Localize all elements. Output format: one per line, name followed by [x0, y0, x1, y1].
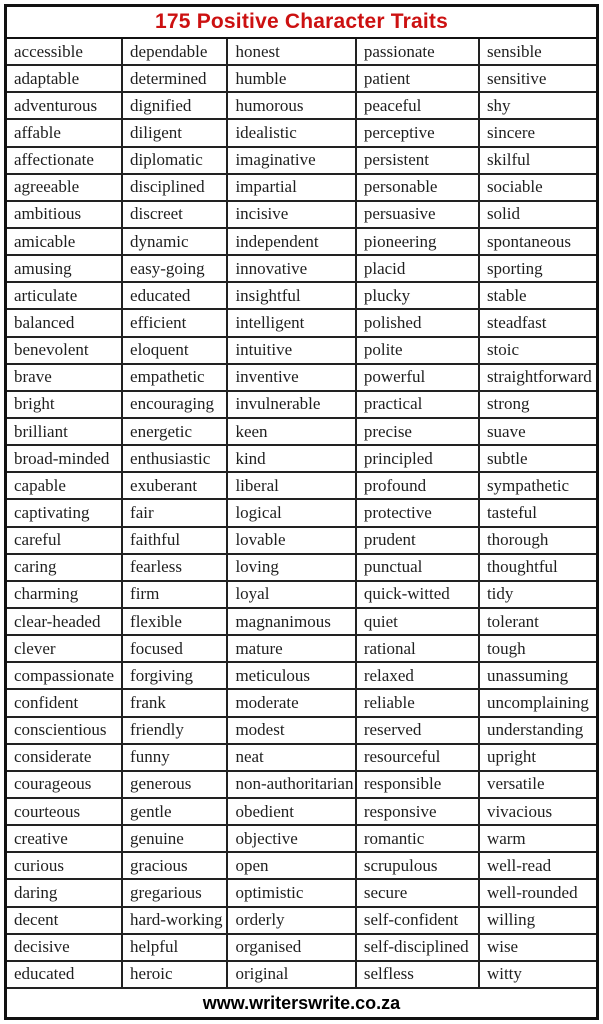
trait-cell: genuine [123, 826, 228, 853]
trait-cell: inventive [228, 365, 356, 392]
trait-cell: obedient [228, 799, 356, 826]
trait-cell: dignified [123, 93, 228, 120]
trait-cell: polished [357, 310, 480, 337]
trait-cell: accessible [7, 39, 123, 66]
trait-cell: orderly [228, 908, 356, 935]
trait-cell: enthusiastic [123, 446, 228, 473]
trait-cell: thorough [480, 528, 596, 555]
trait-cell: loving [228, 555, 356, 582]
trait-cell: tasteful [480, 500, 596, 527]
trait-cell: invulnerable [228, 392, 356, 419]
trait-cell: magnanimous [228, 609, 356, 636]
trait-cell: fearless [123, 555, 228, 582]
trait-cell: organised [228, 935, 356, 962]
trait-cell: plucky [357, 283, 480, 310]
traits-grid [7, 39, 596, 989]
trait-cell: idealistic [228, 120, 356, 147]
trait-cell: selfless [357, 962, 480, 989]
trait-cell: careful [7, 528, 123, 555]
trait-cell: focused [123, 636, 228, 663]
trait-cell: imaginative [228, 148, 356, 175]
trait-cell: romantic [357, 826, 480, 853]
trait-cell: affectionate [7, 148, 123, 175]
trait-cell: conscientious [7, 718, 123, 745]
trait-cell: diligent [123, 120, 228, 147]
trait-cell: firm [123, 582, 228, 609]
trait-cell: sensible [480, 39, 596, 66]
trait-cell: reliable [357, 690, 480, 717]
trait-cell: uncomplaining [480, 690, 596, 717]
trait-cell: powerful [357, 365, 480, 392]
trait-cell: benevolent [7, 338, 123, 365]
traits-table [4, 4, 599, 1020]
trait-cell: precise [357, 419, 480, 446]
trait-cell: gracious [123, 853, 228, 880]
trait-cell: tough [480, 636, 596, 663]
trait-cell: determined [123, 66, 228, 93]
trait-cell: modest [228, 718, 356, 745]
trait-cell: well-rounded [480, 880, 596, 907]
trait-cell: forgiving [123, 663, 228, 690]
trait-cell: empathetic [123, 365, 228, 392]
trait-cell: persuasive [357, 202, 480, 229]
trait-cell: encouraging [123, 392, 228, 419]
trait-cell: daring [7, 880, 123, 907]
trait-cell: confident [7, 690, 123, 717]
trait-cell: clear-headed [7, 609, 123, 636]
trait-cell: decent [7, 908, 123, 935]
trait-cell: curious [7, 853, 123, 880]
trait-cell: agreeable [7, 175, 123, 202]
trait-cell: diplomatic [123, 148, 228, 175]
trait-cell: perceptive [357, 120, 480, 147]
trait-cell: non-authoritarian [228, 772, 356, 799]
trait-cell: intuitive [228, 338, 356, 365]
trait-cell: discreet [123, 202, 228, 229]
trait-cell: well-read [480, 853, 596, 880]
trait-cell: tidy [480, 582, 596, 609]
trait-cell: polite [357, 338, 480, 365]
trait-cell: captivating [7, 500, 123, 527]
trait-cell: honest [228, 39, 356, 66]
trait-cell: thoughtful [480, 555, 596, 582]
trait-cell: tolerant [480, 609, 596, 636]
trait-cell: faithful [123, 528, 228, 555]
trait-cell: subtle [480, 446, 596, 473]
trait-cell: meticulous [228, 663, 356, 690]
trait-cell: frank [123, 690, 228, 717]
trait-cell: friendly [123, 718, 228, 745]
trait-cell: incisive [228, 202, 356, 229]
trait-cell: considerate [7, 745, 123, 772]
trait-cell: prudent [357, 528, 480, 555]
trait-cell: open [228, 853, 356, 880]
trait-cell: objective [228, 826, 356, 853]
trait-cell: straightforward [480, 365, 596, 392]
trait-cell: capable [7, 473, 123, 500]
trait-cell: upright [480, 745, 596, 772]
trait-cell: mature [228, 636, 356, 663]
trait-cell: educated [7, 962, 123, 989]
trait-cell: witty [480, 962, 596, 989]
trait-cell: heroic [123, 962, 228, 989]
trait-cell: broad-minded [7, 446, 123, 473]
trait-cell: impartial [228, 175, 356, 202]
trait-cell: liberal [228, 473, 356, 500]
trait-cell: adaptable [7, 66, 123, 93]
trait-cell: responsive [357, 799, 480, 826]
trait-cell: protective [357, 500, 480, 527]
trait-cell: ambitious [7, 202, 123, 229]
trait-cell: keen [228, 419, 356, 446]
trait-cell: pioneering [357, 229, 480, 256]
trait-cell: independent [228, 229, 356, 256]
trait-cell: self-disciplined [357, 935, 480, 962]
trait-cell: wise [480, 935, 596, 962]
trait-cell: personable [357, 175, 480, 202]
trait-cell: sociable [480, 175, 596, 202]
trait-cell: compassionate [7, 663, 123, 690]
trait-cell: gregarious [123, 880, 228, 907]
trait-cell: helpful [123, 935, 228, 962]
trait-cell: passionate [357, 39, 480, 66]
trait-cell: patient [357, 66, 480, 93]
trait-cell: efficient [123, 310, 228, 337]
trait-cell: brave [7, 365, 123, 392]
trait-cell: gentle [123, 799, 228, 826]
trait-cell: energetic [123, 419, 228, 446]
trait-cell: warm [480, 826, 596, 853]
trait-cell: steadfast [480, 310, 596, 337]
trait-cell: flexible [123, 609, 228, 636]
trait-cell: original [228, 962, 356, 989]
trait-cell: unassuming [480, 663, 596, 690]
trait-cell: dependable [123, 39, 228, 66]
trait-cell: suave [480, 419, 596, 446]
trait-cell: insightful [228, 283, 356, 310]
trait-cell: lovable [228, 528, 356, 555]
trait-cell: scrupulous [357, 853, 480, 880]
trait-cell: responsible [357, 772, 480, 799]
trait-cell: intelligent [228, 310, 356, 337]
trait-cell: fair [123, 500, 228, 527]
trait-cell: neat [228, 745, 356, 772]
trait-cell: versatile [480, 772, 596, 799]
trait-cell: easy-going [123, 256, 228, 283]
trait-cell: willing [480, 908, 596, 935]
trait-cell: kind [228, 446, 356, 473]
trait-cell: articulate [7, 283, 123, 310]
trait-cell: innovative [228, 256, 356, 283]
trait-cell: self-confident [357, 908, 480, 935]
trait-cell: profound [357, 473, 480, 500]
trait-cell: charming [7, 582, 123, 609]
trait-cell: funny [123, 745, 228, 772]
trait-cell: brilliant [7, 419, 123, 446]
page-title: 175 Positive Character Traits [7, 7, 596, 39]
trait-cell: spontaneous [480, 229, 596, 256]
trait-cell: sporting [480, 256, 596, 283]
trait-cell: understanding [480, 718, 596, 745]
trait-cell: quick-witted [357, 582, 480, 609]
trait-cell: optimistic [228, 880, 356, 907]
trait-cell: logical [228, 500, 356, 527]
trait-cell: adventurous [7, 93, 123, 120]
trait-cell: loyal [228, 582, 356, 609]
trait-cell: peaceful [357, 93, 480, 120]
trait-cell: sensitive [480, 66, 596, 93]
trait-cell: skilful [480, 148, 596, 175]
trait-cell: sincere [480, 120, 596, 147]
trait-cell: secure [357, 880, 480, 907]
trait-cell: quiet [357, 609, 480, 636]
trait-cell: exuberant [123, 473, 228, 500]
trait-cell: creative [7, 826, 123, 853]
trait-cell: affable [7, 120, 123, 147]
trait-cell: moderate [228, 690, 356, 717]
trait-cell: decisive [7, 935, 123, 962]
trait-cell: educated [123, 283, 228, 310]
trait-cell: balanced [7, 310, 123, 337]
trait-cell: solid [480, 202, 596, 229]
trait-cell: punctual [357, 555, 480, 582]
trait-cell: amicable [7, 229, 123, 256]
trait-cell: courageous [7, 772, 123, 799]
trait-cell: stoic [480, 338, 596, 365]
trait-cell: disciplined [123, 175, 228, 202]
trait-cell: caring [7, 555, 123, 582]
trait-cell: generous [123, 772, 228, 799]
trait-cell: hard-working [123, 908, 228, 935]
trait-cell: bright [7, 392, 123, 419]
trait-cell: rational [357, 636, 480, 663]
trait-cell: humorous [228, 93, 356, 120]
trait-cell: dynamic [123, 229, 228, 256]
trait-cell: amusing [7, 256, 123, 283]
trait-cell: eloquent [123, 338, 228, 365]
trait-cell: resourceful [357, 745, 480, 772]
trait-cell: placid [357, 256, 480, 283]
trait-cell: stable [480, 283, 596, 310]
trait-cell: clever [7, 636, 123, 663]
trait-cell: shy [480, 93, 596, 120]
footer-url: www.writerswrite.co.za [202, 992, 401, 1013]
trait-cell: reserved [357, 718, 480, 745]
trait-cell: persistent [357, 148, 480, 175]
trait-cell: sympathetic [480, 473, 596, 500]
trait-cell: courteous [7, 799, 123, 826]
trait-cell: relaxed [357, 663, 480, 690]
trait-cell: vivacious [480, 799, 596, 826]
trait-cell: principled [357, 446, 480, 473]
trait-cell: practical [357, 392, 480, 419]
trait-cell: humble [228, 66, 356, 93]
trait-cell: strong [480, 392, 596, 419]
